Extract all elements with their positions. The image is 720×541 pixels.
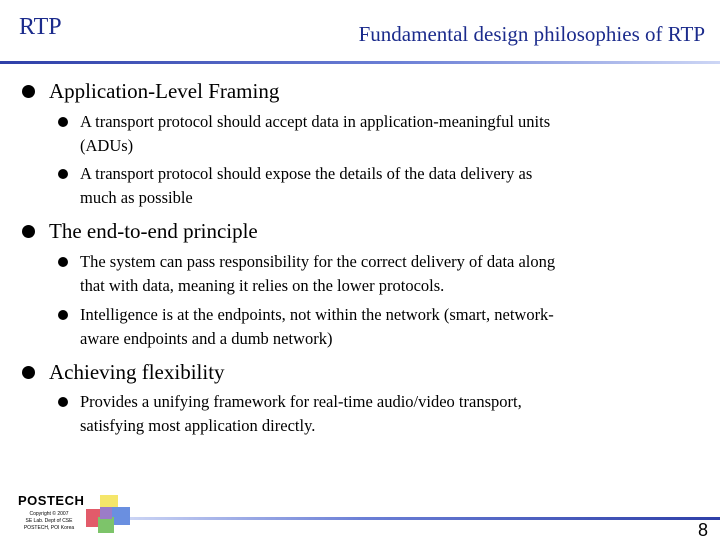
logo-squares-icon [86, 495, 134, 535]
postech-logo: POSTECH [18, 493, 85, 508]
copyright-line: SE Lab. Dept of CSE [25, 518, 73, 524]
copyright-line: Copyright © 2007 [29, 511, 69, 517]
slide-header-title: RTP [19, 14, 62, 40]
bullet-application-level-framing [49, 78, 279, 104]
bullet-dot-icon [22, 225, 35, 238]
bullet-dot-icon [58, 257, 68, 267]
sub-bullet-line: A transport protocol should expose the details of the data delivery as [80, 164, 533, 183]
footer-divider [125, 517, 720, 520]
bullet-achieving-flexibility [49, 359, 225, 385]
bullet-dot-icon [58, 310, 68, 320]
slide-title: Fundamental design philosophies of RTP [358, 22, 705, 46]
sub-bullet-line: The system can pass responsibility for the correct delivery of data along [80, 252, 556, 271]
bullet-dot-icon [58, 397, 68, 407]
sub-bullet [80, 110, 550, 158]
bullet-text: Application-Level Framing [49, 79, 280, 103]
sub-bullet-line: Provides a unifying framework for real-time audio/video transport, [80, 392, 522, 411]
sub-bullet-line: aware endpoints and a dumb network) [80, 329, 333, 348]
bullet-text: Achieving flexibility [49, 360, 225, 384]
sub-bullet [80, 162, 532, 210]
sub-bullet-line: (ADUs) [80, 136, 134, 155]
sub-bullet [80, 390, 522, 438]
bullet-dot-icon [58, 169, 68, 179]
sub-bullet-line: satisfying most application directly. [80, 416, 316, 435]
sub-bullet-line: that with data, meaning it relies on the lower protocols. [80, 276, 445, 295]
sub-bullet-line: much as possible [80, 188, 193, 207]
sub-bullet [80, 250, 555, 298]
bullet-end-to-end-principle [49, 218, 258, 244]
header-divider [0, 61, 720, 64]
bullet-text: The end-to-end principle [49, 219, 258, 243]
page-number: 8 [697, 520, 708, 540]
bullet-dot-icon [58, 117, 68, 127]
copyright-line: POSTECH, POI Korea [23, 525, 75, 531]
sub-bullet [80, 303, 554, 351]
bullet-dot-icon [22, 85, 35, 98]
sub-bullet-line: A transport protocol should accept data in application-meaningful units [80, 112, 551, 131]
bullet-dot-icon [22, 366, 35, 379]
sub-bullet-line: Intelligence is at the endpoints, not within the network (smart, network- [80, 305, 554, 324]
